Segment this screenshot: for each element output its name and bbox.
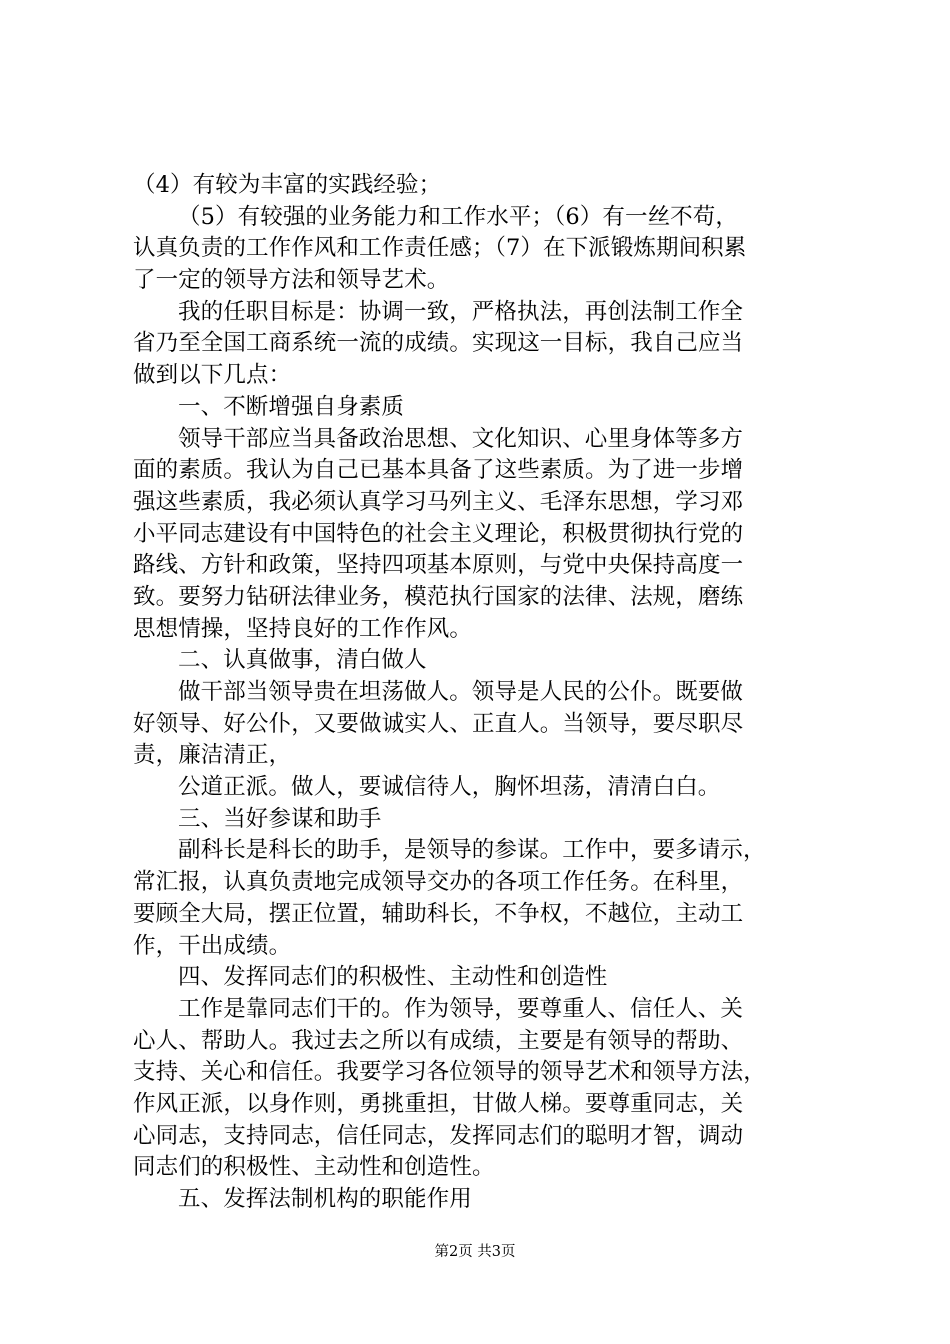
text-line: 我的任职目标是：协调一致，严格执法，再创法制工作全 (178, 298, 744, 325)
text-line: 致。要努力钻研法律业务，模范执行国家的法律、法规，磨练 (133, 583, 744, 610)
text-line: 四、发挥同志们的积极性、主动性和创造性 (178, 964, 608, 991)
text-line: 责，廉洁清正， (133, 742, 292, 769)
text-line: 支持、关心和信任。我要学习各位领导的领导艺术和领导方法， (133, 1059, 766, 1086)
text-line: 小平同志建设有中国特色的社会主义理论，积极贯彻执行党的 (133, 520, 744, 547)
text-line: 常汇报，认真负责地完成领导交办的各项工作任务。在科里， (133, 869, 744, 896)
document-body (133, 170, 833, 1216)
text-line: 做到以下几点： (133, 362, 292, 389)
text-line: （5）有较强的业务能力和工作水平；（6）有一丝不苟， (178, 203, 738, 230)
text-line: 五、发挥法制机构的职能作用 (178, 1186, 472, 1212)
text-line: 好领导、好公仆，又要做诚实人、正直人。当领导，要尽职尽 (133, 710, 744, 737)
text-line: 路线、方针和政策，坚持四项基本原则，与党中央保持高度一 (133, 552, 744, 579)
text-line: 领导干部应当具备政治思想、文化知识、心里身体等多方 (178, 425, 744, 452)
text-line: 同志们的积极性、主动性和创造性。 (133, 1154, 495, 1181)
text-line: 作风正派，以身作则，勇挑重担，甘做人梯。要尊重同志，关 (133, 1090, 744, 1117)
text-line: 一、不断增强自身素质 (178, 393, 405, 420)
text-line: 公道正派。做人，要诚信待人，胸怀坦荡，清清白白。 (178, 774, 721, 801)
text-line: 副科长是科长的助手，是领导的参谋。工作中，要多请示， (178, 837, 766, 864)
text-line: 省乃至全国工商系统一流的成绩。实现这一目标，我自己应当 (133, 330, 744, 357)
text-line: 面的素质。我认为自己已基本具备了这些素质。为了进一步增 (133, 457, 744, 484)
text-line: 要顾全大局，摆正位置，辅助科长，不争权，不越位，主动工 (133, 900, 744, 927)
text-line: 思想情操，坚持良好的工作作风。 (133, 615, 473, 642)
text-line: 二、认真做事，清白做人 (178, 647, 427, 674)
text-line: 心人、帮助人。我过去之所以有成绩，主要是有领导的帮助、 (133, 1027, 744, 1054)
text-line: （4）有较为丰富的实践经验； (133, 172, 442, 198)
text-line: 作，干出成绩。 (133, 932, 292, 959)
page-footer: 第2页 共3页 (434, 1244, 516, 1260)
text-line: 做干部当领导贵在坦荡做人。领导是人民的公仆。既要做 (178, 679, 744, 705)
text-line: 心同志，支持同志，信任同志，发挥同志们的聪明才智，调动 (133, 1122, 744, 1149)
text-line: 三、当好参谋和助手 (178, 805, 382, 832)
text-line: 了一定的领导方法和领导艺术。 (133, 267, 450, 294)
text-line: 强这些素质，我必须认真学习马列主义、毛泽东思想，学习邓 (133, 488, 744, 515)
text-line: 认真负责的工作作风和工作责任感；（7）在下派锻炼期间积累 (133, 235, 747, 262)
text-line: 工作是靠同志们干的。作为领导，要尊重人、信任人、关 (178, 995, 744, 1022)
